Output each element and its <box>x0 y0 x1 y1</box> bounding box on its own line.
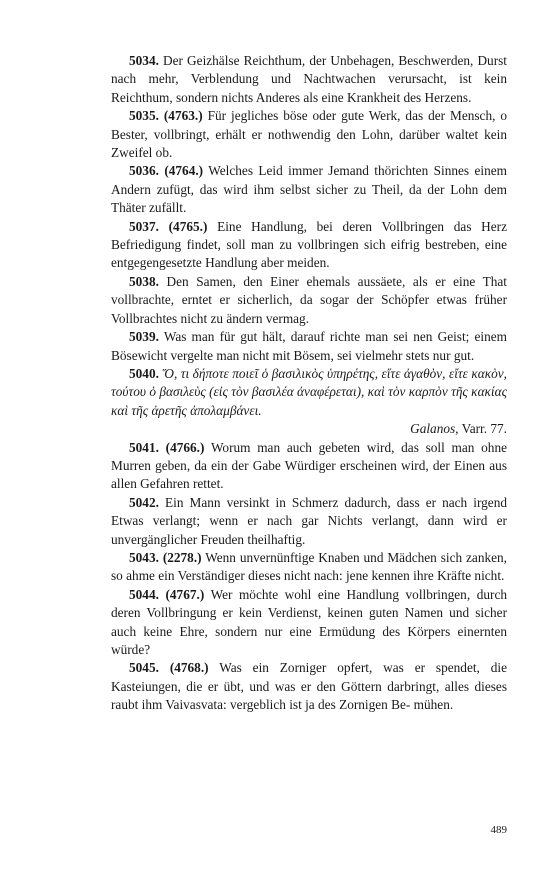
source-citation <box>111 420 507 438</box>
entry-text: Was man für gut hält, darauf richte man sei nen Geist; einem Bösewicht vergelte man nicht mit Bösem, sei vielmehr stets nur gut. <box>111 329 507 363</box>
entry-text: Worum man auch gebeten wird, das soll man ohne Murren geben, da ein der Gabe Würdiger erscheinen wird, der Einen aus allen Gefahren rettet. <box>111 439 508 492</box>
entry-text: Was ein Zorniger opfert, was er spendet, die Kasteiungen, die er übt, und was er den Göttern darbringt, alles dieses raubt ihm Vaivasvata: vergeblich ist ja des Zornigen Be- mühen. <box>111 660 507 713</box>
entry-reference: (4765.) <box>168 218 208 234</box>
entry-text: Eine Handlung, bei deren Vollbringen das Herz Befriedigung findet, soll man zu vollbringen sich eifrig bestreben, eine entgegengesetzte Handlung aber meiden. <box>111 218 508 271</box>
entry-text: Welches Leid immer Jemand thörichten Sinnes einem Andern zufügt, das wird ihm selbst sicher zu Theil, da der Lohn dem Thäter zufällt. <box>111 163 507 216</box>
page-number: 489 <box>490 824 507 836</box>
entry-reference: (4768.) <box>169 660 209 676</box>
entry-number: 5040. <box>129 365 159 381</box>
entry-text: Für jegliches böse oder gute Werk, das der Mensch, o Bester, vollbringt, erhält er nothwendig den Lohn, darüber waltet kein Zweifel ob. <box>111 108 508 161</box>
entry-number: 5041. <box>129 439 159 455</box>
entry-5042 <box>111 494 507 549</box>
entry-number: 5036. <box>129 163 159 179</box>
entry-number: 5043. <box>129 549 159 565</box>
entry-5040 <box>111 365 507 420</box>
entry-number: 5045. <box>129 660 159 676</box>
entry-5038 <box>111 273 507 328</box>
entry-reference: (4763.) <box>163 108 203 124</box>
entry-5044 <box>111 586 507 660</box>
entry-5037 <box>111 218 507 273</box>
entry-text: Der Geizhälse Reichthum, der Unbehagen, Beschwerden, Durst nach mehr, Verblendung und Nachtwachen verursacht, ist kein Reichthum, sondern nichts Anderes als eine Krankheit des Herzens. <box>111 53 508 105</box>
greek-quote: Ὅ, τι δήποτε ποιεῖ ὁ βασιλικὸς ὑπηρέτης, εἴτε ἀγαθὸν, εἴτε κακὸν, τούτου ὁ βασιλεὺς (εἰς τὸν βασιλέα ἀναφέρεται), καὶ τὸν καρπὸν τῆς κακίας καὶ τῆς ἀρετῆς ἀπολαμβάνει. <box>111 365 508 418</box>
entry-5035 <box>111 107 507 162</box>
entry-number: 5034. <box>129 53 159 68</box>
entry-5036 <box>111 162 507 217</box>
entry-reference: (4764.) <box>164 163 204 179</box>
entry-5045 <box>111 659 507 714</box>
entry-number: 5038. <box>129 273 159 289</box>
entry-number: 5035. <box>129 108 159 124</box>
entry-text: Wer möchte wohl eine Handlung vollbringen, durch deren Vollbringung er kein Verdienst, keinen guten Namen und sicher auch keine Ehre, sondern nur eine Ermüdung des Körpers einernten würde? <box>111 586 507 657</box>
entry-number: 5039. <box>129 329 159 345</box>
entry-number: 5042. <box>129 494 159 510</box>
entry-5041 <box>111 439 507 494</box>
entry-text: Ein Mann versinkt in Schmerz dadurch, dass er nach irgend Etwas verlangt; wenn er nach gar Nichts verlangt, dann wird er unvergänglicher Freuden theilhaftig. <box>111 494 507 547</box>
entry-5039 <box>111 328 507 365</box>
entry-text: Den Samen, den Einer ehemals aussäete, als er eine That vollbrachte, erntet er sicherlich, da sogar der Schöpfer etwas früher Vollbrachtes nicht zu ändern vermag. <box>111 273 508 326</box>
source-author: Galanos, <box>410 421 459 437</box>
entry-reference: (2278.) <box>162 549 202 565</box>
entry-reference: (4766.) <box>165 439 205 455</box>
entry-number: 5044. <box>129 586 159 602</box>
entry-5043 <box>111 549 507 586</box>
entry-text: Wenn unvernünftige Knaben und Mädchen sich zanken, so ahme ein Verständiger dieses nicht nach: jene kennen ihre Kräfte nicht. <box>111 549 507 584</box>
entry-reference: (4767.) <box>165 586 205 602</box>
entry-5034 <box>111 52 507 107</box>
page-text <box>111 52 507 715</box>
source-reference: Varr. 77. <box>461 421 507 437</box>
entry-number: 5037. <box>129 218 159 234</box>
